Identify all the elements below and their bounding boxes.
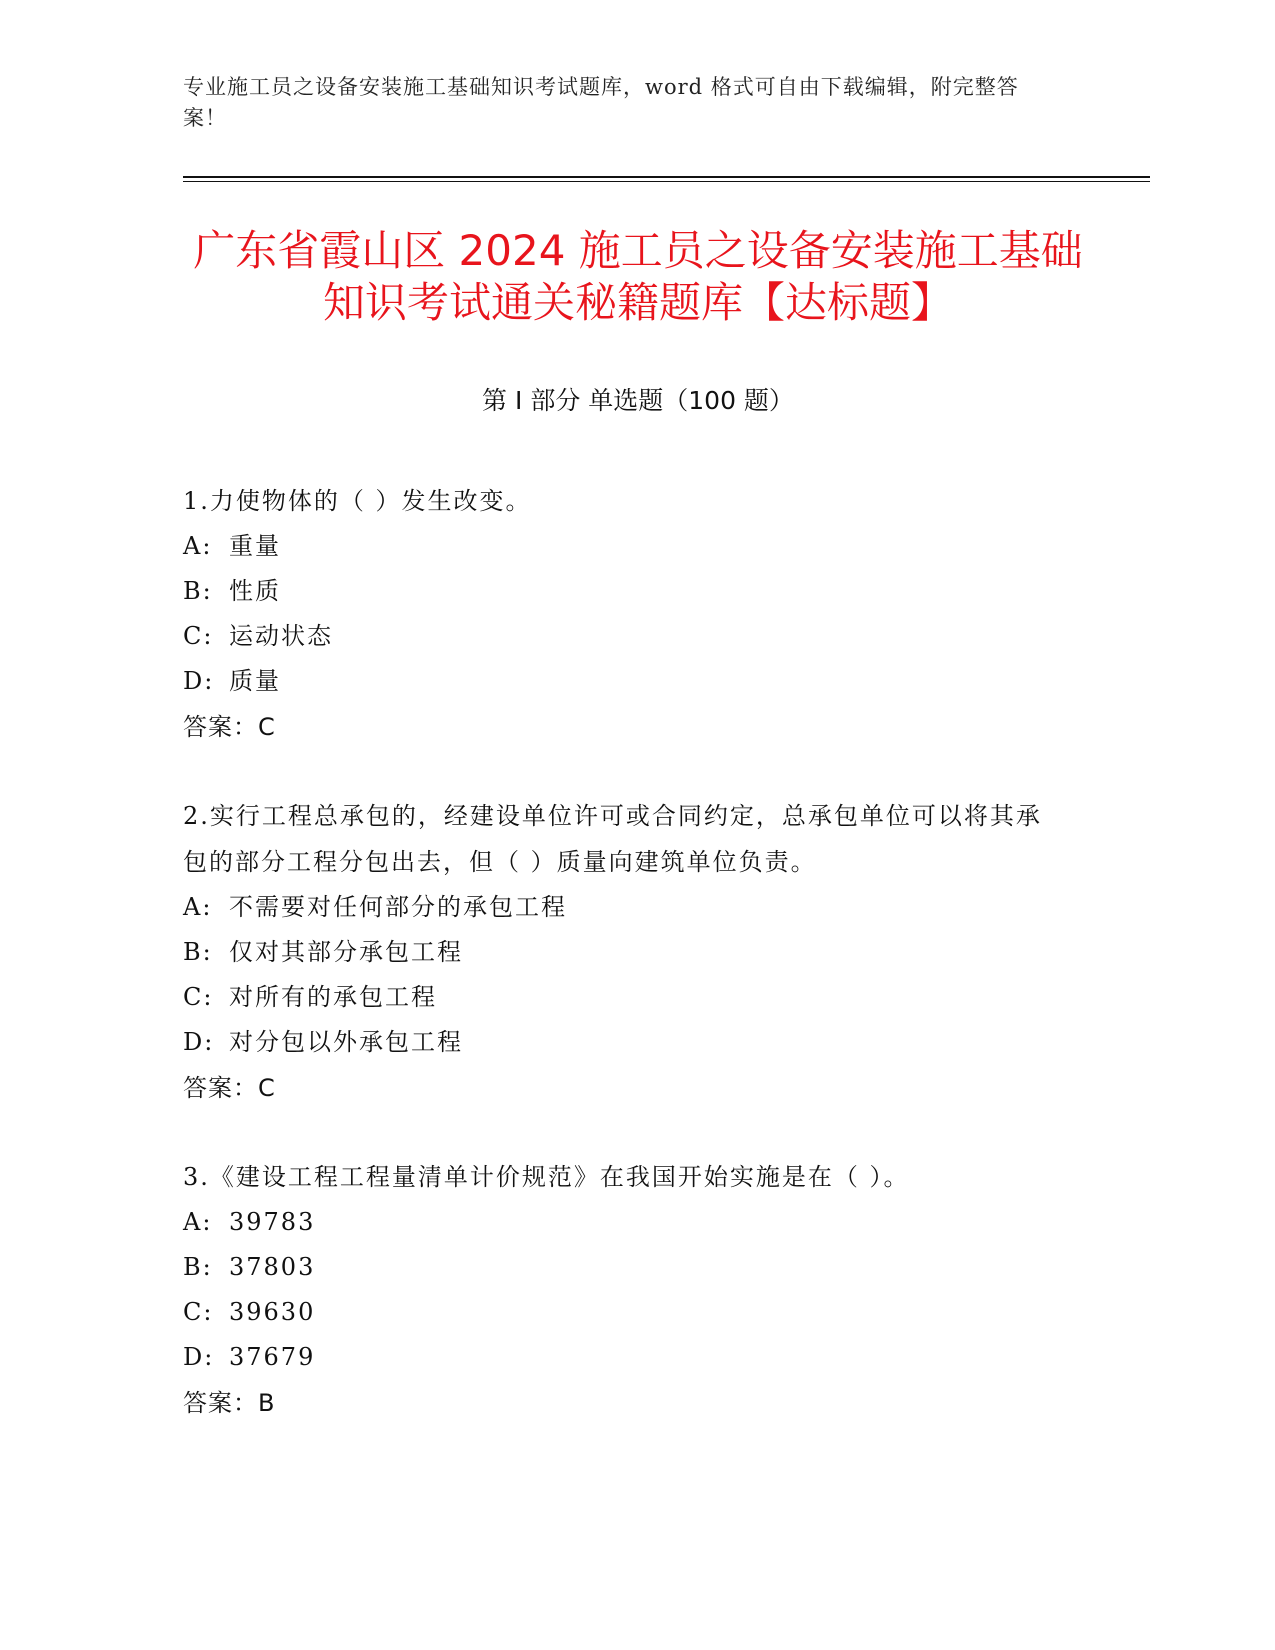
option-key: D: xyxy=(183,1343,215,1371)
answer: 答案：B xyxy=(183,1389,276,1417)
option-d xyxy=(183,1335,1063,1380)
question-stem: 2.实行工程总承包的，经建设单位许可或合同约定，总承包单位可以将其承包的部分工程分包出去，但（ ）质量向建筑单位负责。 xyxy=(183,802,1042,876)
option-key: C: xyxy=(183,1298,214,1326)
option-key: A: xyxy=(183,893,213,921)
option-text: 不需要对任何部分的承包工程 xyxy=(229,893,567,921)
option-key: B: xyxy=(183,938,213,966)
option-key: B: xyxy=(183,577,213,605)
question-list xyxy=(183,478,1063,1469)
option-d xyxy=(183,1020,1063,1065)
option-key: B: xyxy=(183,1253,213,1281)
option-c xyxy=(183,975,1063,1020)
option-text: 对分包以外承包工程 xyxy=(229,1028,463,1056)
option-key: D: xyxy=(183,1028,215,1056)
answer: 答案：C xyxy=(183,1074,276,1102)
option-key: A: xyxy=(183,532,213,560)
option-text: 37679 xyxy=(229,1343,316,1371)
option-text: 质量 xyxy=(229,667,281,695)
option-a xyxy=(183,524,1063,569)
option-text: 对所有的承包工程 xyxy=(229,983,437,1011)
header-rule-thick xyxy=(183,176,1150,178)
option-key: C: xyxy=(183,983,214,1011)
option-b xyxy=(183,1245,1063,1290)
question-1 xyxy=(183,478,1063,750)
option-key: A: xyxy=(183,1208,213,1236)
option-d xyxy=(183,659,1063,704)
option-text: 39630 xyxy=(229,1298,316,1326)
header-rule-thin xyxy=(183,181,1150,182)
option-c xyxy=(183,614,1063,659)
option-b xyxy=(183,930,1063,975)
answer: 答案：C xyxy=(183,713,276,741)
option-key: C: xyxy=(183,622,214,650)
option-a xyxy=(183,1200,1063,1245)
question-2 xyxy=(183,793,1063,1111)
section-title: 第 I 部分 单选题（100 题） xyxy=(482,386,794,415)
header-note: 专业施工员之设备安装施工基础知识考试题库，word 格式可自由下载编辑，附完整答案！ xyxy=(183,75,1019,130)
option-text: 性质 xyxy=(229,577,281,605)
option-text: 仅对其部分承包工程 xyxy=(229,938,463,966)
question-stem: 3.《建设工程工程量清单计价规范》在我国开始实施是在（ ）。 xyxy=(183,1163,910,1191)
option-text: 39783 xyxy=(229,1208,316,1236)
question-stem: 1.力使物体的（ ）发生改变。 xyxy=(183,487,532,515)
option-text: 37803 xyxy=(229,1253,316,1281)
option-b xyxy=(183,569,1063,614)
option-a xyxy=(183,885,1063,930)
option-text: 运动状态 xyxy=(229,622,333,650)
option-key: D: xyxy=(183,667,215,695)
option-c xyxy=(183,1290,1063,1335)
document-title: 广东省霞山区 2024 施工员之设备安装施工基础知识考试通关秘籍题库【达标题】 xyxy=(193,226,1083,327)
option-text: 重量 xyxy=(229,532,281,560)
question-3 xyxy=(183,1154,1063,1426)
